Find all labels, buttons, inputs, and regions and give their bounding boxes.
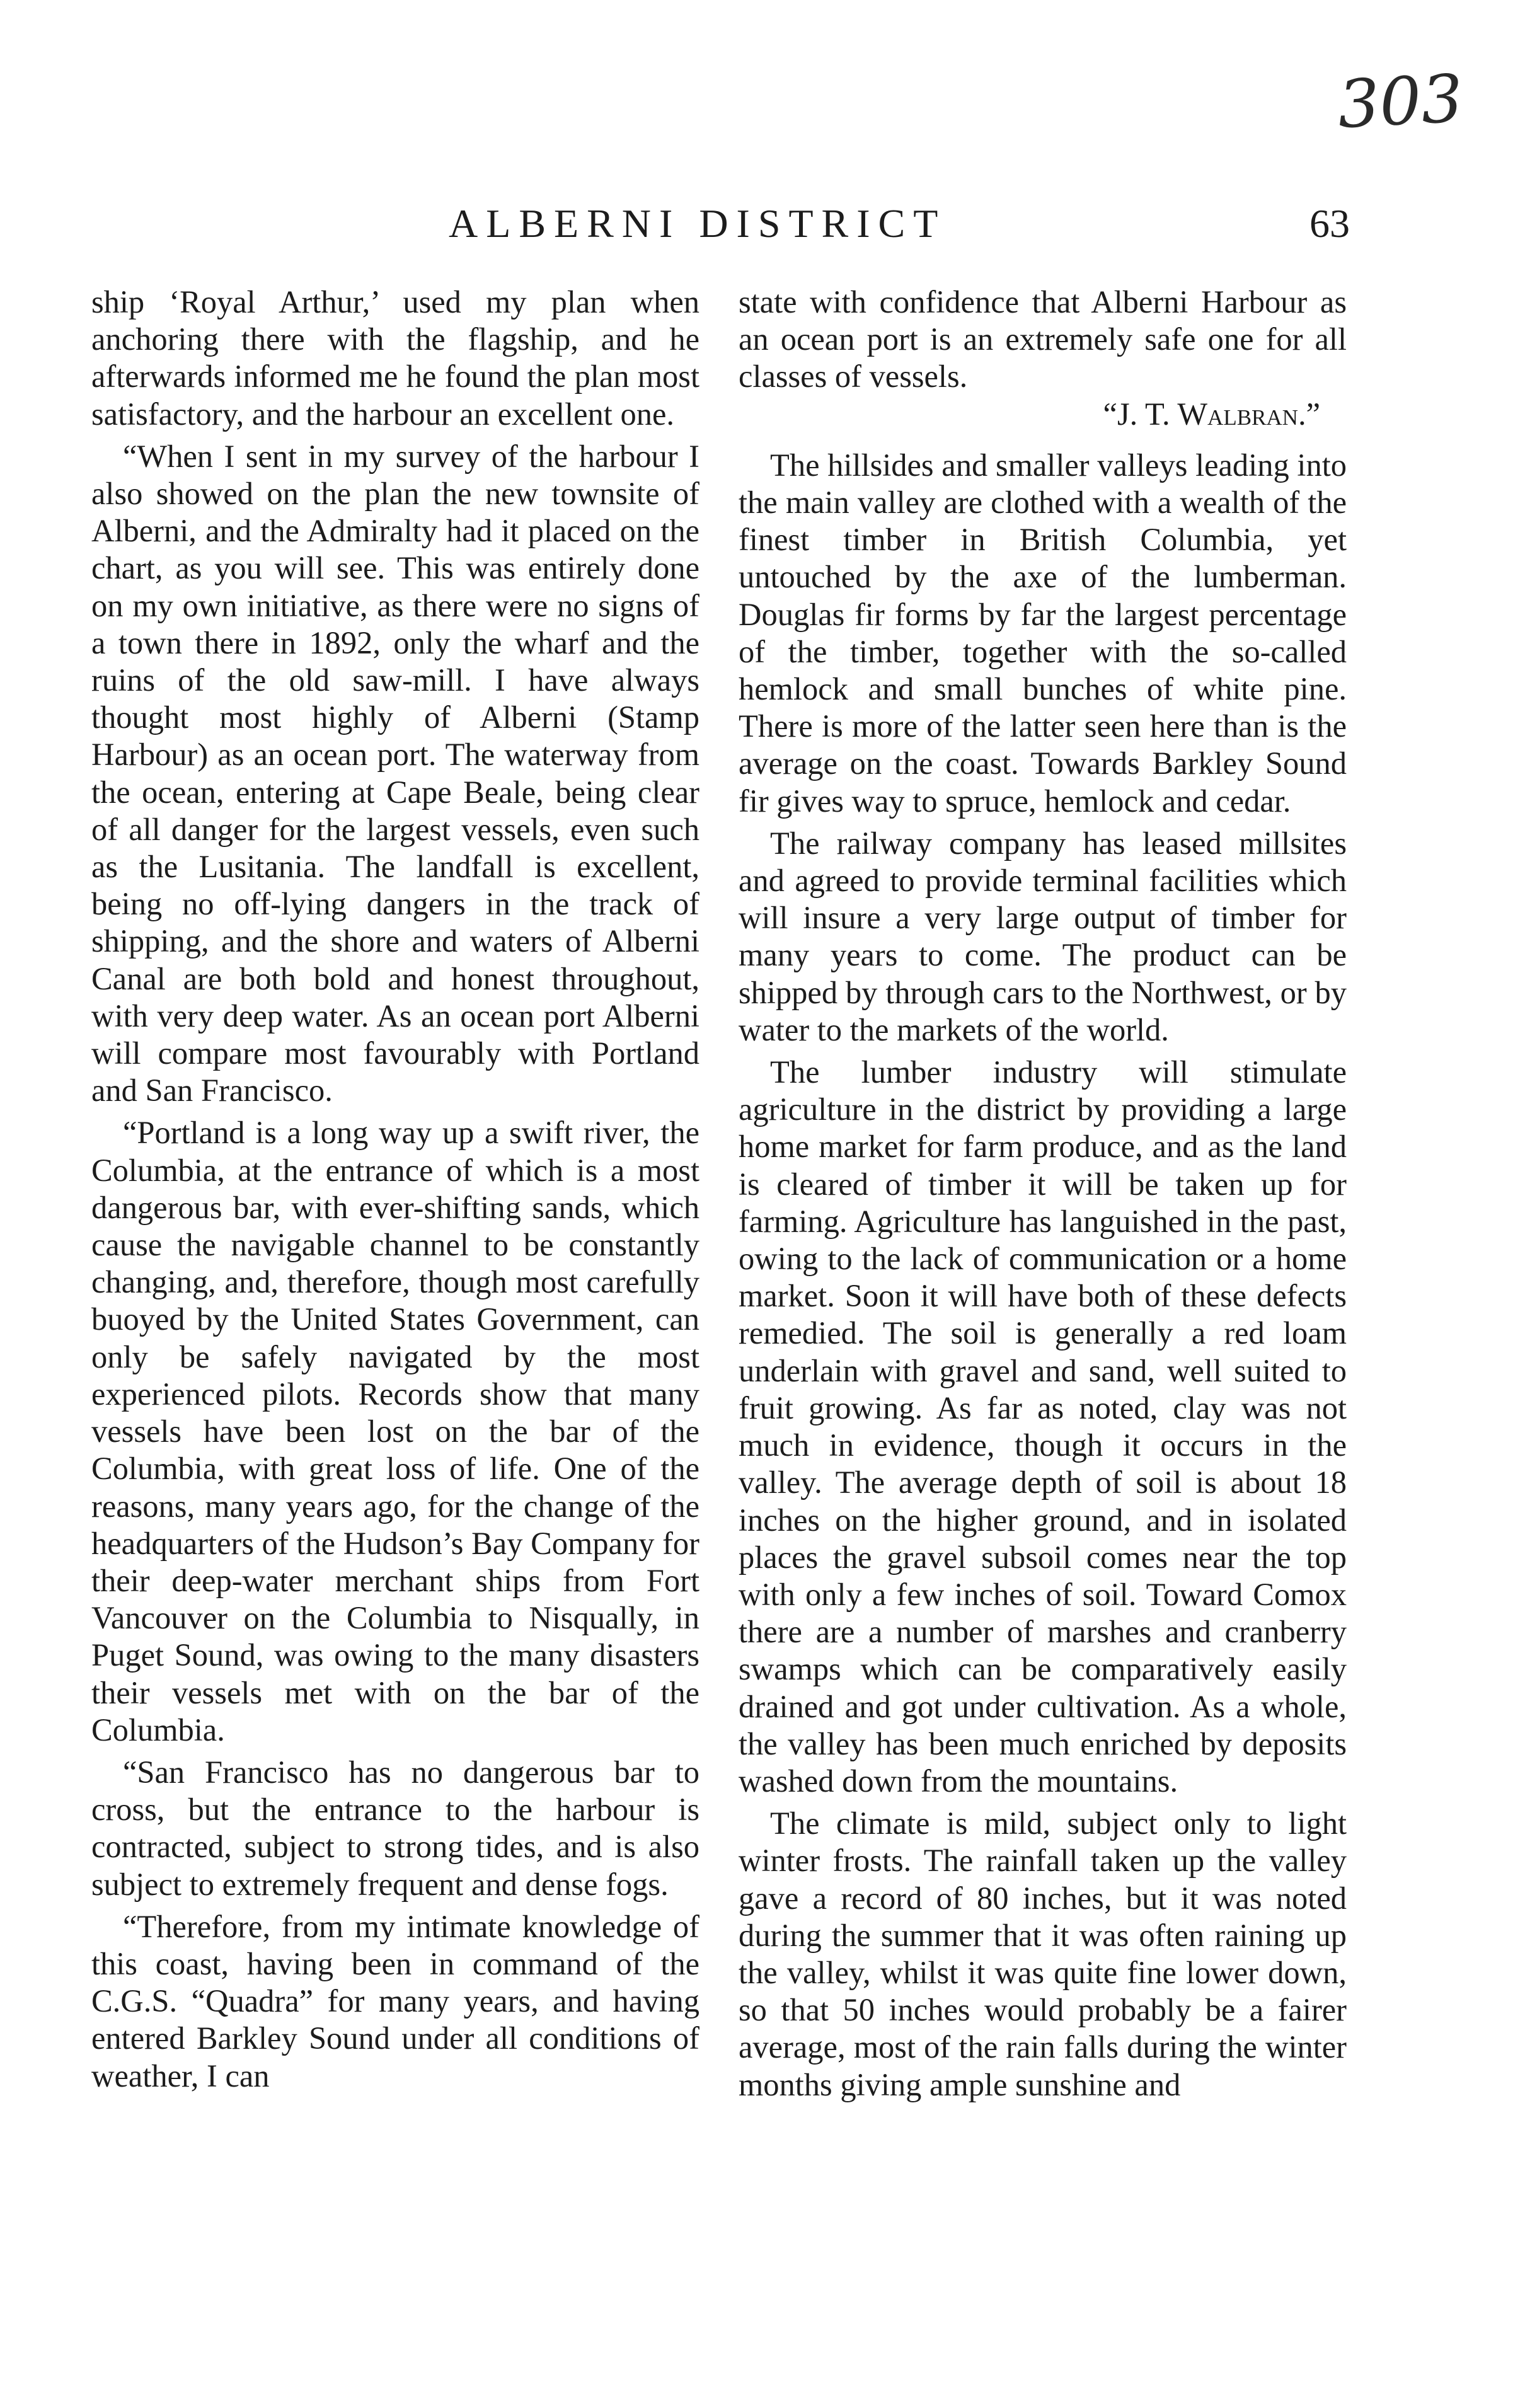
signature: “J. T. Walbran.” (1103, 396, 1320, 432)
paragraph: The lumber industry will stimulate agriculture in the district by providing a large home market for farm produce, and as the land is cleared of timber it will be taken up for farming. Agriculture has languished in the past, owing to the lack of communication or a home market. Soon it will have both of these defects remedied. The soil is generally a red loam underlain with gravel and sand, well suited to fruit growing. As far as noted, clay was not much in evidence, though it occurs in the valley. The average depth of soil is about 18 inches on the higher ground, and in isolated places the gravel subsoil comes near the top with only a few inches of soil. Toward Comox there are a number of marshes and cranberry swamps which can be comparatively easily drained and got under cultivation. As a whole, the valley has been much enriched by deposits washed down from the mountains. (739, 1054, 1347, 1799)
paragraph: The hillsides and smaller valleys leading into the main valley are clothed with a wealth of the finest timber in British Columbia, yet untouched by the axe of the lumberman. Douglas fir forms by far the largest percentage of the timber, together with the so-called hemlock and small bunches of white pine. There is more of the latter seen here than is the average on the coast. Towards Barkley Sound fir gives way to spruce, hemlock and cedar. (739, 447, 1347, 819)
paragraph-continuation: state with confidence that Alberni Harbour as an ocean port is an extremely safe one for all classes of vessels. (739, 284, 1347, 395)
paragraph: “Portland is a long way up a swift river, the Columbia, at the entrance of which is a most dangerous bar, with ever-shifting sands, which cause the navigable channel to be constantly changing, and, therefore, though most carefully buoyed by the United States Government, can only be safely navigated by the most experienced pilots. Records show that many vessels have been lost on the bar of the Columbia, with great loss of life. One of the reasons, many years ago, for the change of the headquarters of the Hudson’s Bay Company for their deep-water merchant ships from Fort Vancouver on the Columbia to Nisqually, in Puget Sound, was owing to the many disasters their vessels met with on the bar of the Columbia. (91, 1115, 699, 1748)
page-number: 63 (1309, 201, 1350, 246)
left-column (91, 284, 699, 2100)
paragraph: The climate is mild, subject only to light winter frosts. The rainfall taken up the valley gave a record of 80 inches, but it was noted during the summer that it was often raining up the valley, whilst it was quite fine lower down, so that 50 inches would probably be a fairer average, most of the rain falls during the winter months giving ample sunshine and (739, 1806, 1347, 2102)
right-column (739, 284, 1347, 2109)
paragraph: The railway company has leased millsites and agreed to provide terminal facilities which will insure a very large output of timber for many years to come. The product can be shipped by through cars to the Northwest, or by water to the markets of the world. (739, 825, 1347, 1047)
handwritten-folio-number: 303 (1336, 59, 1466, 144)
running-title: ALBERNI DISTRICT (449, 201, 947, 246)
paragraph: “Therefore, from my intimate knowledge of this coast, having been in command of the C.G.S. “Quadra” for many years, and having entered Barkley Sound under all conditions of weather, I can (91, 1908, 699, 2094)
paragraph: ship ‘Royal Arthur,’ used my plan when anchoring there with the flagship, and he afterwards informed me he found the plan most satisfactory, and the harbour an excellent one. (91, 284, 699, 432)
paragraph: “When I sent in my survey of the harbour I also showed on the plan the new townsite of Alberni, and the Admiralty had it placed on the chart, as you will see. This was entirely done on my own initiative, as there were no signs of a town there in 1892, only the wharf and the ruins of the old saw-mill. I have always thought most highly of Alberni (Stamp Harbour) as an ocean port. The waterway from the ocean, entering at Cape Beale, being clear of all danger for the largest vessels, even such as the Lusitania. The landfall is excellent, being no off-lying dangers in the track of shipping, and the shore and waters of Alberni Canal are both bold and honest throughout, with very deep water. As an ocean port Alberni will compare most favourably with Portland and San Francisco. (91, 438, 699, 1109)
paragraph: “San Francisco has no dangerous bar to cross, but the entrance to the harbour is contracted, subject to strong tides, and is also subject to extremely frequent and dense fogs. (91, 1754, 699, 1902)
